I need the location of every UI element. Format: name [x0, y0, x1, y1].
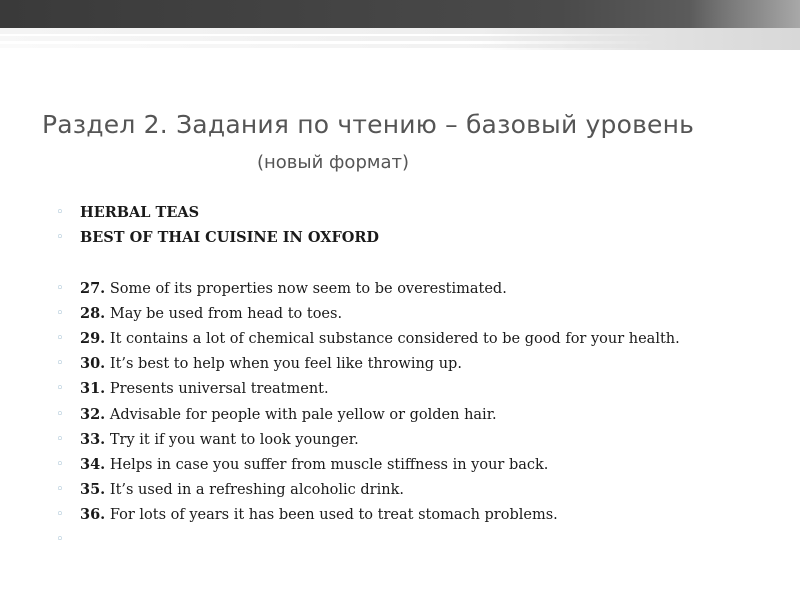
text-heading: HERBAL TEAS: [80, 204, 200, 221]
text-heading: BEST OF THAI CUISINE IN OXFORD: [80, 229, 379, 247]
bullet-point-icon: ◦: [56, 280, 64, 296]
statement-number: 29.: [80, 329, 106, 347]
statement-number: 33.: [80, 430, 106, 448]
slide-title: Раздел 2. Задания по чтению – базовый уровень: [42, 110, 695, 139]
statement-text: Helps in case you suffer from muscle stiffness in your back.: [105, 456, 549, 473]
statement-text: It’s best to help when you feel like throwing up.: [105, 356, 462, 373]
list-item-empty: [56, 527, 786, 552]
bullet-point-icon: ◦: [56, 532, 64, 548]
statement-number: 36.: [80, 506, 106, 524]
bullet-point-icon: ◦: [56, 330, 64, 346]
statement-number: 34.: [80, 455, 106, 473]
list-item-statement: [56, 351, 786, 376]
list-item-heading: [56, 225, 786, 250]
bullet-point-icon: ◦: [56, 205, 64, 220]
bullet-point-icon: ◦: [56, 431, 64, 447]
statement-number: 27.: [80, 279, 106, 297]
decorative-strip-accent: [480, 28, 800, 50]
statement-text: It’s used in a refreshing alcoholic drink.: [105, 482, 404, 499]
statement-number: 31.: [80, 380, 106, 398]
list-item-statement: [56, 427, 786, 452]
bullet-point-icon: ◦: [56, 356, 64, 372]
statement-text: For lots of years it has been used to treat stomach problems.: [105, 507, 558, 524]
statement-text: Presents universal treatment.: [105, 381, 329, 398]
list-item-statement: [56, 276, 786, 301]
list-item-statement: [56, 376, 786, 401]
list-item-statement: [56, 502, 786, 527]
bullet-point-icon: ◦: [56, 456, 64, 472]
bullet-point-icon: ◦: [56, 230, 64, 246]
statement-text: It contains a lot of chemical substance considered to be good for your health.: [105, 330, 680, 347]
top-bar-highlight: [690, 0, 800, 28]
statement-number: 32.: [80, 405, 106, 423]
list-item-statement: [56, 326, 786, 351]
statement-number: 30.: [80, 355, 106, 373]
content-list: [56, 200, 786, 553]
list-item-statement: [56, 452, 786, 477]
slide-subtitle: (новый формат): [257, 152, 409, 173]
statement-text: May be used from head to toes.: [105, 305, 343, 322]
bullet-point-icon: ◦: [56, 507, 64, 523]
list-item-statement: [56, 477, 786, 502]
bullet-point-icon: ◦: [56, 381, 64, 397]
statement-text: Some of its properties now seem to be overestimated.: [105, 280, 507, 297]
top-decorative-bar: [0, 0, 800, 28]
statement-number: 28.: [80, 304, 106, 322]
bullet-point-icon: ◦: [56, 482, 64, 498]
list-item-statement: [56, 301, 786, 326]
bullet-point-icon: ◦: [56, 406, 64, 422]
bullet-point-icon: ◦: [56, 305, 64, 321]
statement-text: Try it if you want to look younger.: [105, 431, 359, 448]
statement-text: Advisable for people with pale yellow or golden hair.: [105, 406, 497, 423]
list-item-statement: [56, 402, 786, 427]
statement-number: 35.: [80, 481, 106, 499]
list-spacer: [56, 250, 786, 275]
list-item-heading: [56, 200, 786, 225]
